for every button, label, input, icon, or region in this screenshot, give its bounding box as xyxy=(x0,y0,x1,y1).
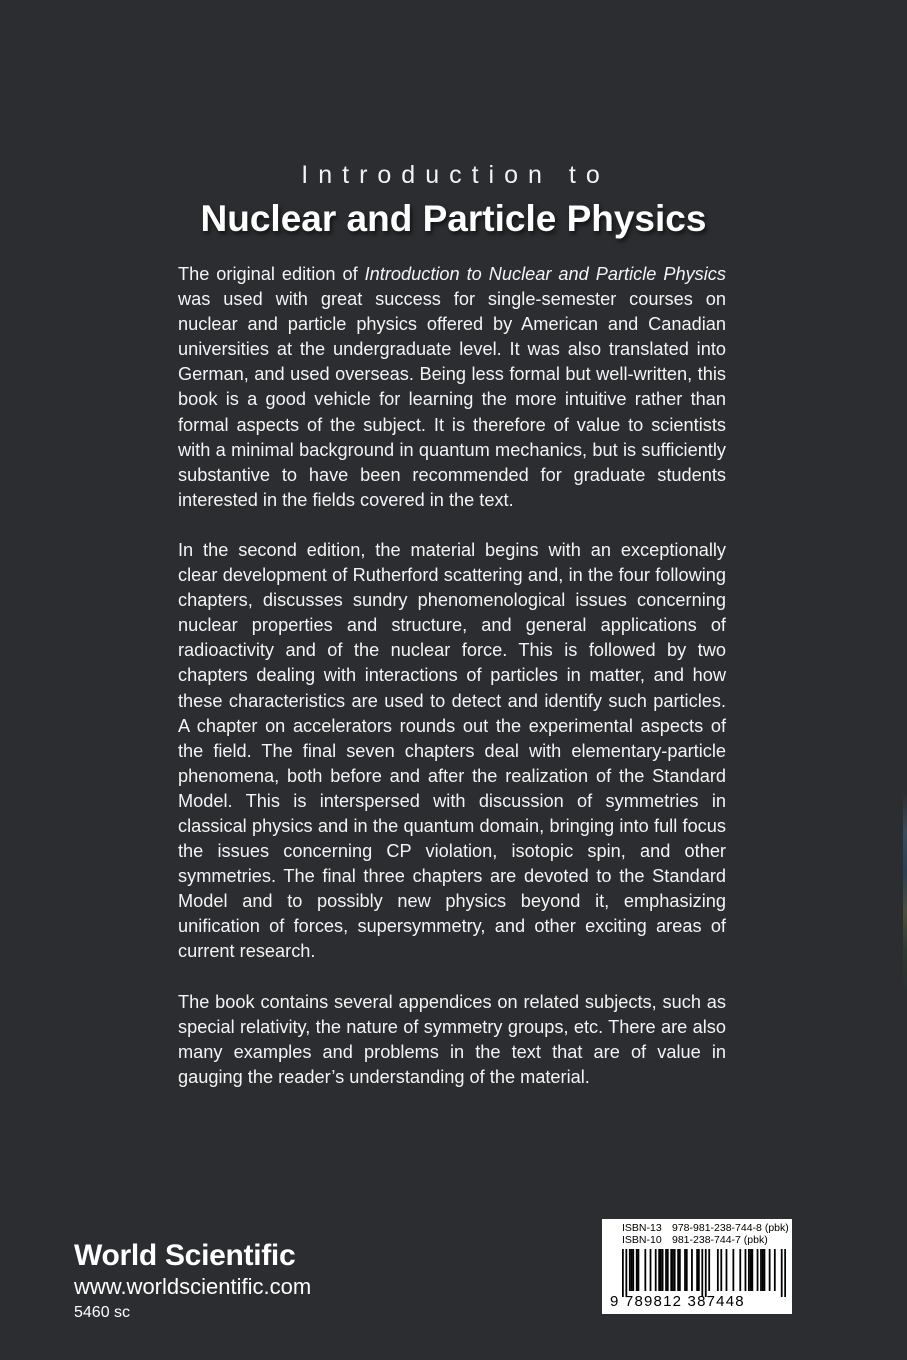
barcode-bar xyxy=(665,1249,667,1291)
barcode-bar xyxy=(774,1249,776,1291)
barcode-bar xyxy=(679,1249,681,1291)
blurb-paragraph-2: In the second edition, the material begins with an exceptionally clear development of Rutherford scattering and, in the four following chapters, discusses sundry phenomenological issues concerning nuclear properties and structure, and general applications of radioactivity and of the nuclear force. This is followed by two chapters dealing with interactions of particles in matter, and how these characteristics are used to detect and identify such particles. A chapter on accelerators rounds out the experimental aspects of the field. The final seven chapters deal with elementary-particle phenomena, both before and after the realization of the Standard Model. This is interspersed with discussion of symmetries in classical physics and in the quantum domain, bringing into full focus the issues concerning CP violation, isotopic spin, and other symmetries. The final three chapters are devoted to the Standard Model and to possibly new physics beyond it, emphasizing unification of forces, supersymmetry, and other exciting areas of current research. xyxy=(178,539,726,962)
isbn13-value: 978-981-238-744-8 (pbk) xyxy=(672,1222,789,1234)
barcode-bar xyxy=(751,1249,753,1291)
barcode-bar xyxy=(636,1249,638,1291)
barcode-bar xyxy=(769,1249,771,1291)
barcode-bar xyxy=(629,1249,631,1291)
barcode-bar xyxy=(745,1249,747,1291)
publisher-name: World Scientific xyxy=(74,1239,296,1272)
publisher-url: www.worldscientific.com xyxy=(74,1274,312,1299)
isbn-barcode-box xyxy=(602,1219,792,1314)
barcode-bar xyxy=(672,1249,674,1291)
barcode-bar xyxy=(658,1249,660,1291)
blurb-p1-book-title: Introduction to Nuclear and Particle Physics xyxy=(364,264,726,284)
barcode-bar xyxy=(686,1249,688,1291)
barcode-bar xyxy=(762,1249,764,1291)
barcode-bar xyxy=(660,1249,662,1291)
isbn10-line xyxy=(622,1234,786,1246)
barcode-bar xyxy=(705,1249,707,1297)
barcode-bar xyxy=(764,1249,766,1291)
barcode-bar xyxy=(720,1249,722,1291)
barcode-bar xyxy=(667,1249,669,1291)
isbn13-label: ISBN-13 xyxy=(622,1222,662,1234)
barcode-bar xyxy=(696,1249,698,1291)
barcode-bar xyxy=(748,1249,750,1291)
isbn13-line xyxy=(622,1222,789,1234)
blurb xyxy=(178,262,726,1115)
barcode-bar xyxy=(677,1249,679,1291)
barcode-bar xyxy=(732,1249,734,1291)
barcode-bar xyxy=(622,1249,624,1297)
title-line-1: Introduction to xyxy=(301,161,610,189)
title-line-2: Nuclear and Particle Physics xyxy=(200,198,707,239)
blurb-p1-rest: was used with great success for single-semester courses on nuclear and particle physics offered by American and Canadian universities at the undergraduate level. It was also translated into German, and used overseas. Being less formal but well-written, this book is a good vehicle for learning the more intuitive rather than formal aspects of the subject. It is therefore of value to scientists with a minimal background in quantum mechanics, but is sufficiently substantive to have been recommended for graduate students interested in the fields covered in the text. xyxy=(178,289,726,510)
book-title xyxy=(0,158,907,242)
barcode-bar xyxy=(650,1249,652,1291)
barcode-bar xyxy=(631,1249,633,1291)
barcode-bar xyxy=(717,1249,719,1291)
blurb-paragraph-1 xyxy=(178,262,726,513)
barcode-bar xyxy=(784,1249,786,1297)
barcode-bar xyxy=(638,1249,640,1291)
barcode-bar xyxy=(781,1249,783,1297)
barcode-digits: 9 789812 387448 xyxy=(610,1293,745,1310)
barcode-bar xyxy=(625,1249,627,1297)
barcode-bar xyxy=(670,1249,672,1291)
barcode-bar xyxy=(701,1249,703,1297)
barcode-bar xyxy=(655,1249,657,1291)
spine-edge-strip xyxy=(903,792,907,992)
barcode-bar xyxy=(632,1249,634,1291)
barcode-bar xyxy=(662,1249,664,1291)
barcode-bar xyxy=(739,1249,741,1291)
barcode-bar xyxy=(698,1249,700,1291)
barcode-bar xyxy=(708,1249,710,1291)
barcode-bar xyxy=(674,1249,676,1291)
publisher-code: 5460 sc xyxy=(74,1304,131,1321)
publisher-block xyxy=(74,1238,311,1326)
isbn10-value: 981-238-744-7 (pbk) xyxy=(672,1234,768,1246)
blurb-paragraph-3: The book contains several appendices on related subjects, such as special relativity, the nature of symmetry groups, etc. There are also many examples and problems in the text that are of value in gauging the reader’s understanding of the material. xyxy=(178,991,726,1087)
barcode-bar xyxy=(750,1249,752,1291)
barcode-bar xyxy=(684,1249,686,1291)
isbn10-label: ISBN-10 xyxy=(622,1234,662,1246)
barcode-bar xyxy=(691,1249,693,1291)
barcode-bar xyxy=(726,1249,728,1291)
barcode-bar xyxy=(757,1249,759,1291)
blurb-p1-start: The original edition of xyxy=(178,264,365,284)
barcode-bar xyxy=(644,1249,646,1291)
barcode-bar xyxy=(760,1249,762,1291)
barcode-bars xyxy=(622,1249,786,1297)
